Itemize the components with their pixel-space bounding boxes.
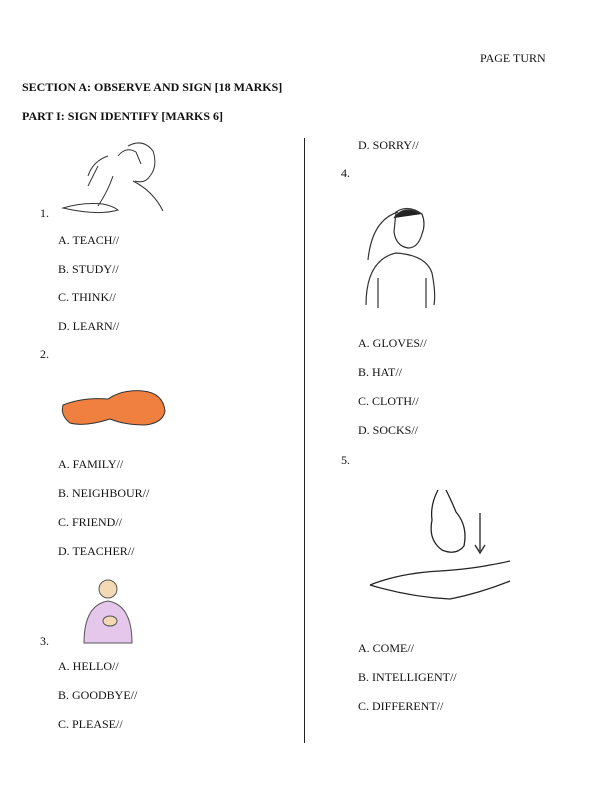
option-1d[interactable]: D. LEARN// [58, 319, 120, 333]
option-3a[interactable]: A. HELLO// [58, 659, 119, 673]
option-4d[interactable]: D. SOCKS// [358, 423, 419, 437]
sign-image-intelligent [368, 485, 513, 610]
sign-image-friend [58, 385, 170, 433]
option-2c[interactable]: C. FRIEND// [58, 515, 123, 529]
sign-image-please [78, 575, 140, 645]
option-1c[interactable]: C. THINK// [58, 290, 116, 304]
question-number: 3. [40, 634, 49, 648]
sign-image-think [58, 136, 170, 216]
option-2a[interactable]: A. FAMILY// [58, 457, 124, 471]
option-4c[interactable]: C. CLOTH// [358, 394, 419, 408]
option-2b[interactable]: B. NEIGHBOUR// [58, 486, 150, 500]
option-1a[interactable]: A. TEACH// [58, 233, 120, 247]
question-number: 1. [40, 206, 49, 220]
section-title: SECTION A: OBSERVE AND SIGN [18 MARKS] [22, 80, 283, 94]
option-4b[interactable]: B. HAT// [358, 365, 403, 379]
question-number: 5. [341, 453, 350, 467]
option-5c[interactable]: C. DIFFERENT// [358, 699, 444, 713]
sign-image-hat [358, 200, 453, 312]
option-5b[interactable]: B. INTELLIGENT// [358, 670, 457, 684]
option-3d[interactable]: D. SORRY// [358, 138, 419, 152]
option-5a[interactable]: A. COME// [358, 641, 415, 655]
option-3c[interactable]: C. PLEASE// [58, 717, 123, 731]
question-number: 2. [40, 347, 49, 361]
question-number: 4. [341, 166, 350, 180]
option-1b[interactable]: B. STUDY// [58, 262, 119, 276]
option-4a[interactable]: A. GLOVES// [358, 336, 427, 350]
option-2d[interactable]: D. TEACHER// [58, 544, 135, 558]
column-divider [304, 138, 305, 743]
part-title: PART I: SIGN IDENTIFY [MARKS 6] [22, 109, 224, 123]
option-3b[interactable]: B. GOODBYE// [58, 688, 138, 702]
page-turn-label: PAGE TURN [480, 51, 546, 65]
